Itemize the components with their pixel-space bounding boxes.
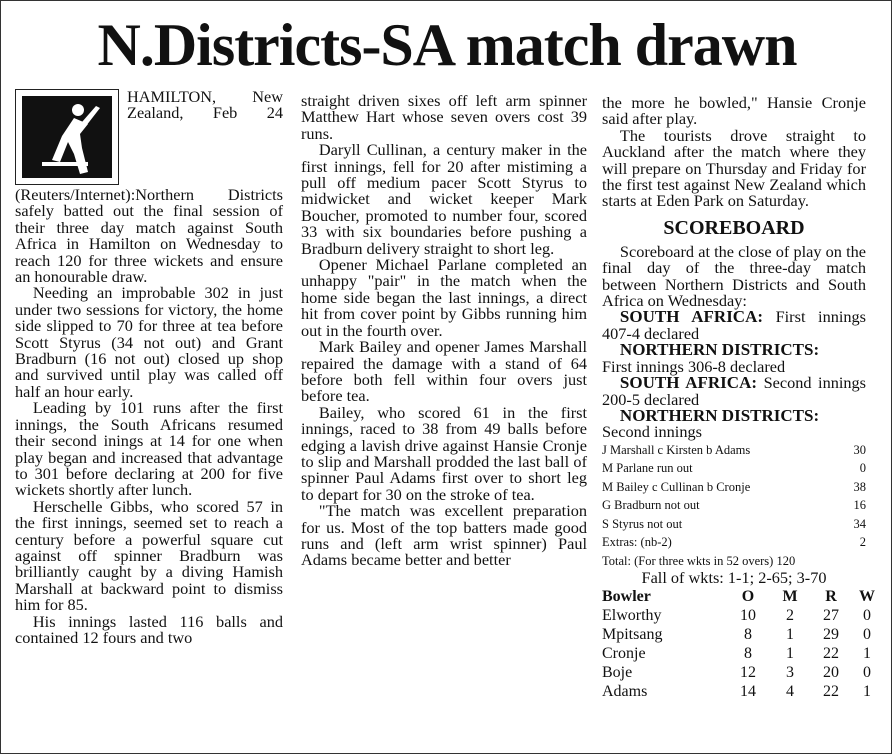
- batting-card: [602, 441, 866, 571]
- paragraph: The tourists drove straight to Auckland after the match where they will prepare on Thursday and Friday for the first test against New Zealand which starts at Eden Park on Saturday.: [602, 125, 866, 211]
- paragraph: Leading by 101 runs after the first innings, the South Africans resumed their second inings at 14 for one when play began and increased that advantage to 301 before declaring at 200 for five wickets shortly after lunch.: [15, 398, 283, 500]
- batting-row: J Marshall c Kirsten b Adams 30: [602, 442, 866, 457]
- cricket-batsman-logo-icon: [15, 89, 119, 185]
- batting-row: Extras: (nb-2) 2: [602, 535, 866, 550]
- bowling-header: W: [859, 587, 875, 605]
- innings-text: First innings 306-8 declared: [602, 356, 786, 376]
- batting-row: M Bailey c Cullinan b Cronje 38: [602, 479, 866, 494]
- paragraph: Herschelle Gibbs, who scored 57 in the first innings, seemed set to reach a century before a powerful square cut against off spinner Bradburn was brilliantly caught by a diving Hamish Marshall at backward point to dismiss him for 85.: [15, 496, 283, 615]
- paragraph: His innings lasted 116 balls and contained 12 fours and two: [15, 611, 283, 647]
- team-heading: NORTHERN DISTRICTS:: [619, 340, 820, 360]
- innings-text: First innings 407-4 declared: [602, 307, 866, 343]
- paragraph: Bailey, who scored 61 in the first innings, raced to 38 from 49 balls before edging a lavish drive against Hansie Cronje to slip and Marshall prodded the last ball of spinner Paul Adams first over to short leg to depart for 30 on the stroke of tea.: [301, 402, 587, 504]
- paragraph: "The match was excellent preparation for us. Most of the top batters made good runs and (left arm wrist spinner) Paul Adams became better and better: [301, 501, 587, 570]
- team-heading: NORTHERN DISTRICTS:: [619, 405, 820, 425]
- paragraph: Opener Michael Parlane completed an unhappy "pair" in the match when the home side began the last innings, a direct hit from cover point by Gibbs running him out in the fourth over.: [301, 255, 587, 340]
- bowling-table: Bowler O M R W Elworthy 10 2 27 0 Mpitsang 8 1 29 0 Cronje 8 1 22 1 Boje 12 3 20 0 Adams 14 4 22 1: [602, 587, 866, 701]
- bowling-header: O: [741, 587, 755, 605]
- paragraph: straight driven sixes off left arm spinner Matthew Hart whose seven overs cost 39 runs.: [301, 91, 587, 143]
- innings-text: Second innings 200-5 declared: [602, 373, 866, 409]
- bowling-header: R: [825, 587, 837, 605]
- headline: N.Districts-SA match drawn: [97, 12, 797, 78]
- bowler-name: Cronje: [602, 644, 646, 662]
- batting-row: M Parlane run out 0: [602, 461, 866, 476]
- article-column-3: [602, 93, 875, 701]
- paragraph: Mark Bailey and opener James Marshall repaired the damage with a stand of 64 before both fell within four overs just before tea.: [301, 337, 587, 406]
- article-column-2: [301, 93, 587, 569]
- scoreboard-title: SCOREBOARD: [663, 216, 805, 239]
- team-heading: SOUTH AFRICA:: [619, 307, 764, 327]
- batting-total: Total: (For three wkts in 52 overs) 120: [602, 553, 796, 568]
- batting-row: S Styrus not out 34: [602, 516, 866, 531]
- scoreboard: [602, 216, 875, 701]
- paragraph: the more he bowled," Hansie Cronje said after play.: [602, 93, 866, 129]
- team-heading: SOUTH AFRICA:: [619, 373, 758, 393]
- bowling-header: Bowler: [602, 587, 651, 605]
- article-column-1: [15, 89, 283, 646]
- bowler-name: Elworthy: [602, 606, 662, 624]
- fall-of-wickets: Fall of wkts: 1-1; 2-65; 3-70: [641, 568, 827, 588]
- bowler-name: Boje: [602, 663, 633, 681]
- batting-row: G Bradburn not out 16: [602, 498, 866, 513]
- paragraph: Daryll Cullinan, a century maker in the first innings, fell for 20 after mistiming a pull off medium pacer Scott Styrus to midwicket and wicket keeper Mark Boucher, promoted to number four, scored 33 with six boundaries before pushing a Bradburn delivery straight to short leg.: [301, 140, 587, 258]
- scoreboard-intro: Scoreboard at the close of play on the final day of the three-day match between Northern Districts and South Africa on Wednesday:: [602, 241, 866, 311]
- innings-text: Second innings: [602, 422, 702, 442]
- paragraph: Needing an improbable 302 in just under two sessions for victory, the home side slipped to 70 for three at tea before Scott Styrus (34 not out) and Grant Bradburn (16 not out) closed up shop and survived until play was called off half an hour early.: [15, 283, 283, 401]
- bowling-header: M: [782, 587, 798, 605]
- bowler-name: Mpitsang: [602, 625, 663, 643]
- paragraph: HAMILTON, New Zealand, Feb 24 (Reuters/Internet):Northern Districts safely batted out the final session of their three day match against South Africa in Hamilton on Wednesday to reach 120 for three wickets and ensure an honourable draw.: [15, 87, 283, 287]
- bowler-name: Adams: [602, 682, 648, 700]
